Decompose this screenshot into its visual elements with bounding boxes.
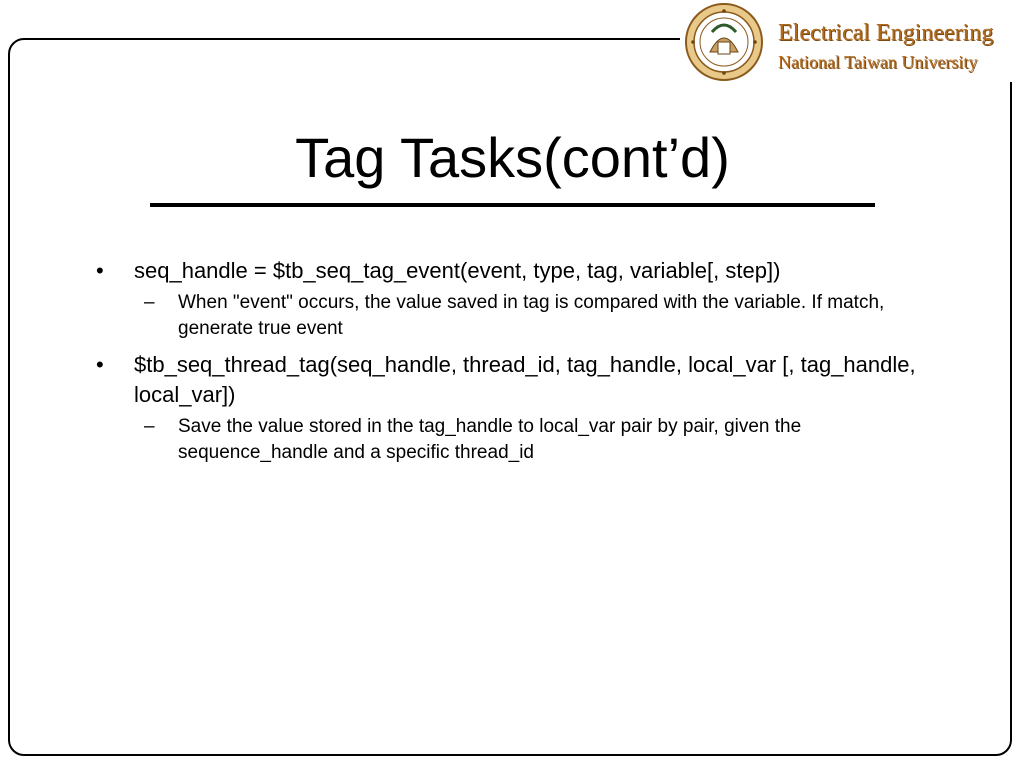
- university-name: National Taiwan University: [778, 52, 978, 72]
- bullet-text: $tb_seq_thread_tag(seq_handle, thread_id, tag_handle, local_var [, tag_handle, local_var]): [134, 352, 916, 407]
- sub-bullet-text: Save the value stored in the tag_handle to local_var pair by pair, given the sequence_handle and a specific thread_id: [178, 416, 802, 463]
- title-underline: [150, 203, 875, 207]
- sub-bullet-marker: –: [144, 416, 155, 437]
- bullet-text: seq_handle = $tb_seq_tag_event(event, type, tag, variable[, step]): [134, 258, 781, 283]
- university-logo: [680, 0, 1020, 82]
- department-name: Electrical Engineering: [778, 20, 994, 46]
- bullet-marker: •: [96, 258, 104, 283]
- page-title: Tag Tasks(cont’d): [295, 126, 730, 189]
- sub-bullet-item: [144, 290, 946, 342]
- sub-bullet-marker: –: [144, 292, 155, 313]
- sub-bullet-text: When "event" occurs, the value saved in tag is compared with the variable. If match, generate true event: [178, 292, 885, 339]
- bullet-marker: •: [96, 352, 104, 377]
- sub-bullet-item: [144, 414, 946, 466]
- bullet-item: [96, 256, 946, 286]
- bullet-list: [96, 256, 946, 474]
- bullet-item: [96, 350, 946, 410]
- ntu-seal-icon: [684, 2, 764, 82]
